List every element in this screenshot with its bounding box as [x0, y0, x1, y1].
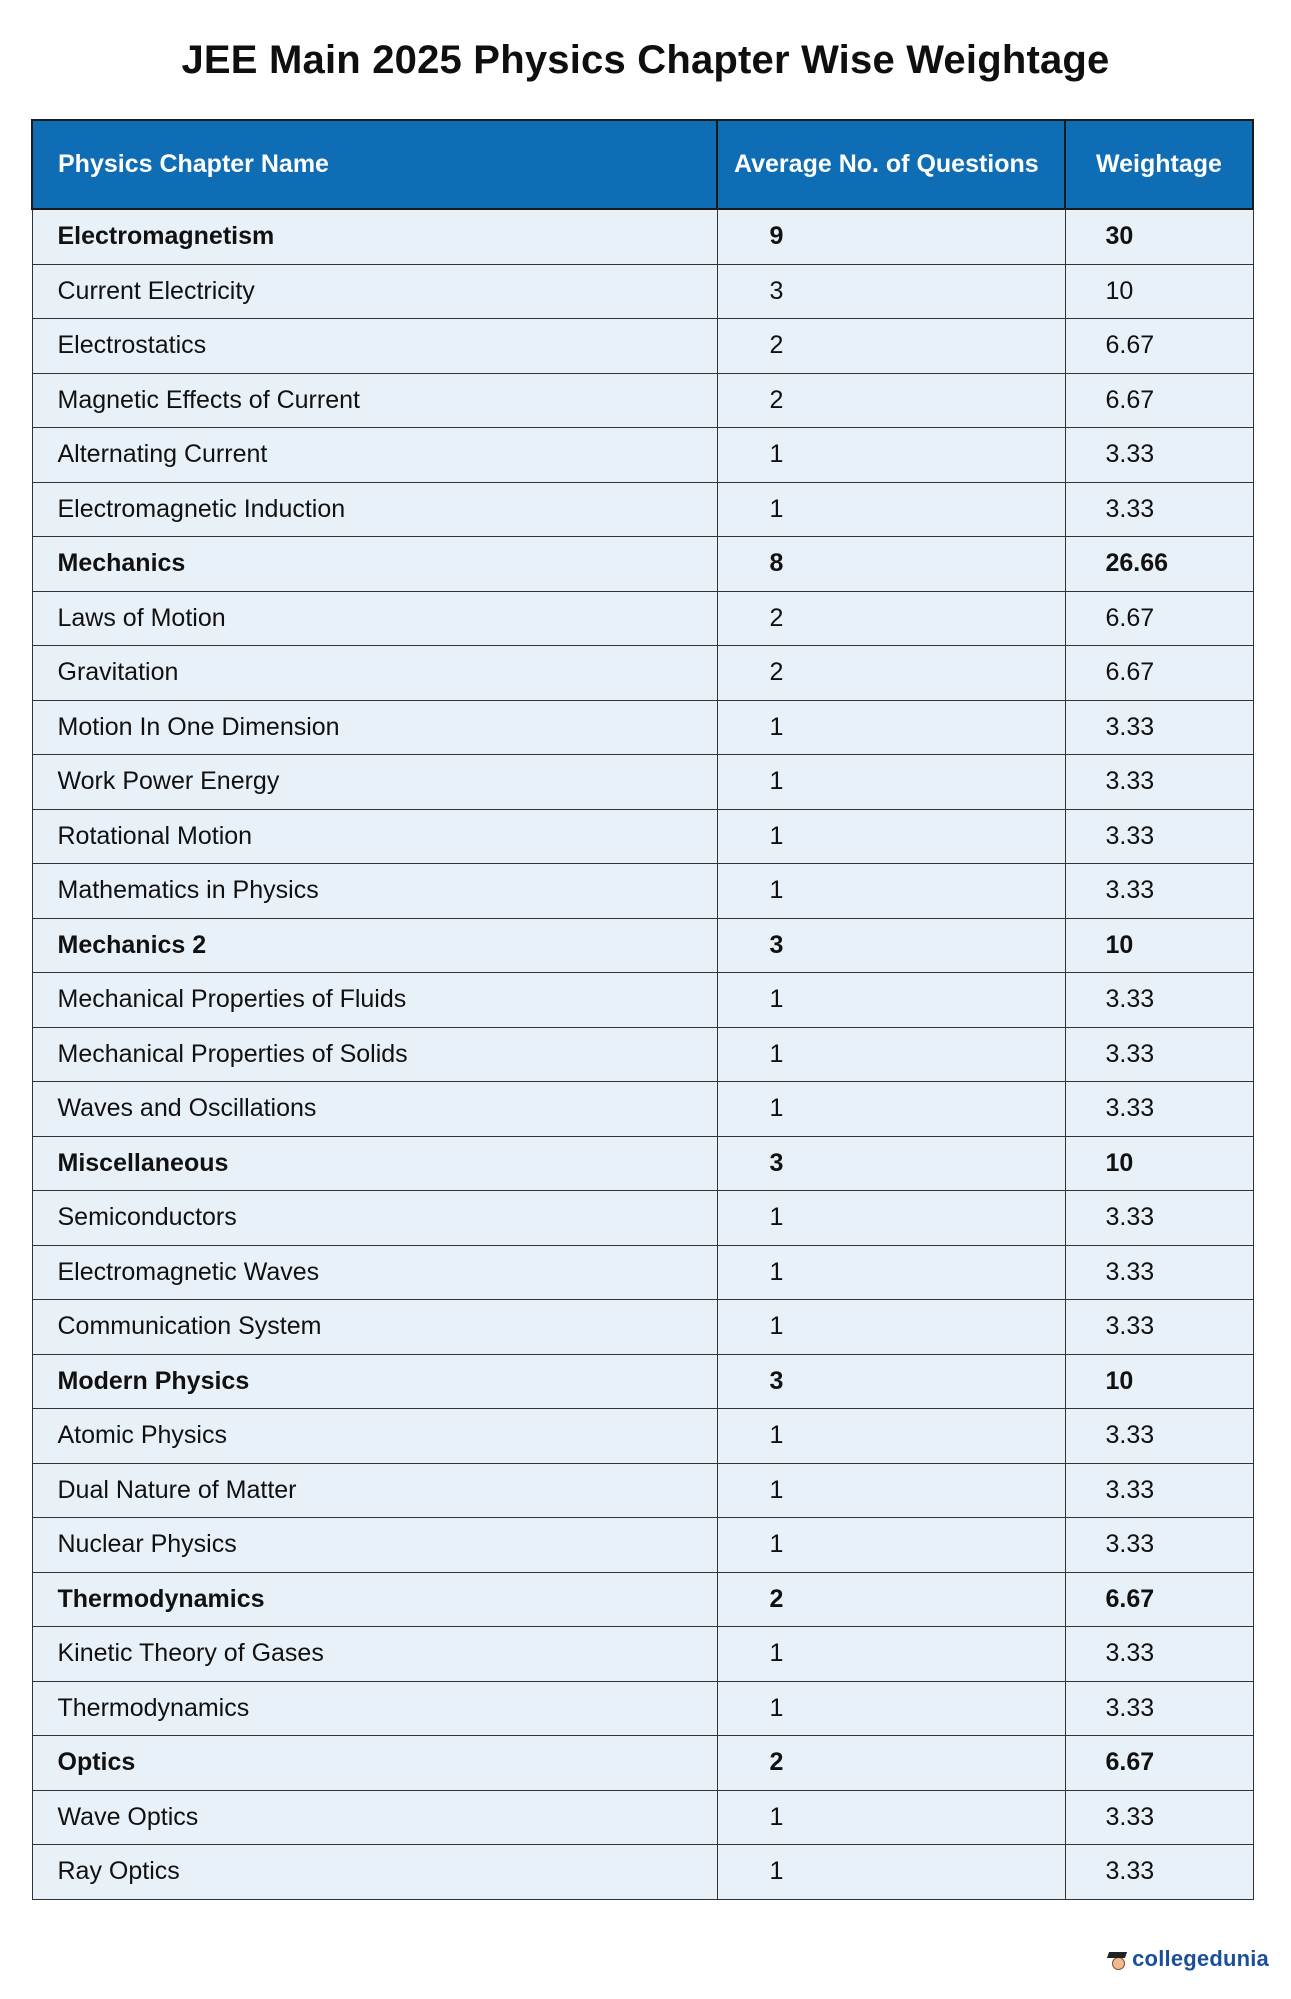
header-weightage: Weightage — [1065, 120, 1253, 209]
collegedunia-logo — [1108, 1944, 1269, 1974]
chapter-name: Wave Optics — [32, 1790, 717, 1845]
question-count: 3 — [717, 1136, 1065, 1191]
weightage-value: 3.33 — [1065, 973, 1253, 1028]
chapter-name: Alternating Current — [32, 428, 717, 483]
table-header-row — [32, 120, 1253, 209]
question-count: 2 — [717, 1736, 1065, 1791]
table-row — [32, 1136, 1253, 1191]
question-count: 1 — [717, 482, 1065, 537]
chapter-name: Mechanics 2 — [32, 918, 717, 973]
table-row — [32, 1845, 1253, 1900]
chapter-name: Motion In One Dimension — [32, 700, 717, 755]
weightage-value: 3.33 — [1065, 1627, 1253, 1682]
table-row — [32, 1463, 1253, 1518]
table-row — [32, 918, 1253, 973]
weightage-value: 30 — [1065, 209, 1253, 264]
table-row — [32, 1518, 1253, 1573]
question-count: 1 — [717, 755, 1065, 810]
chapter-name: Electromagnetic Waves — [32, 1245, 717, 1300]
question-count: 1 — [717, 1627, 1065, 1682]
question-count: 1 — [717, 1681, 1065, 1736]
weightage-value: 3.33 — [1065, 1518, 1253, 1573]
weightage-value: 6.67 — [1065, 1572, 1253, 1627]
graduate-cap-icon — [1108, 1950, 1126, 1968]
weightage-value: 6.67 — [1065, 373, 1253, 428]
table-row — [32, 591, 1253, 646]
question-count: 1 — [717, 700, 1065, 755]
table-row — [32, 482, 1253, 537]
table-row — [32, 1027, 1253, 1082]
question-count: 3 — [717, 1354, 1065, 1409]
chapter-name: Communication System — [32, 1300, 717, 1355]
question-count: 1 — [717, 1845, 1065, 1900]
question-count: 1 — [717, 1790, 1065, 1845]
table-row — [32, 319, 1253, 374]
weightage-value: 6.67 — [1065, 591, 1253, 646]
table-row — [32, 264, 1253, 319]
question-count: 2 — [717, 591, 1065, 646]
chapter-name: Ray Optics — [32, 1845, 717, 1900]
chapter-name: Waves and Oscillations — [32, 1082, 717, 1137]
question-count: 1 — [717, 1300, 1065, 1355]
weightage-value: 3.33 — [1065, 1300, 1253, 1355]
table-row — [32, 1300, 1253, 1355]
chapter-name: Miscellaneous — [32, 1136, 717, 1191]
question-count: 8 — [717, 537, 1065, 592]
table-row — [32, 428, 1253, 483]
table-row — [32, 700, 1253, 755]
chapter-name: Mechanical Properties of Solids — [32, 1027, 717, 1082]
chapter-name: Kinetic Theory of Gases — [32, 1627, 717, 1682]
weightage-value: 3.33 — [1065, 700, 1253, 755]
chapter-name: Thermodynamics — [32, 1681, 717, 1736]
table-row — [32, 1191, 1253, 1246]
chapter-name: Gravitation — [32, 646, 717, 701]
weightage-value: 3.33 — [1065, 1681, 1253, 1736]
table-row — [32, 1409, 1253, 1464]
table-row — [32, 1790, 1253, 1845]
table-row — [32, 209, 1253, 264]
weightage-value: 3.33 — [1065, 1845, 1253, 1900]
table-row — [32, 1681, 1253, 1736]
weightage-value: 6.67 — [1065, 1736, 1253, 1791]
question-count: 1 — [717, 864, 1065, 919]
weightage-value: 3.33 — [1065, 1790, 1253, 1845]
table-row — [32, 1245, 1253, 1300]
question-count: 9 — [717, 209, 1065, 264]
weightage-value: 10 — [1065, 1354, 1253, 1409]
chapter-name: Optics — [32, 1736, 717, 1791]
weightage-value: 3.33 — [1065, 428, 1253, 483]
chapter-name: Work Power Energy — [32, 755, 717, 810]
chapter-name: Electrostatics — [32, 319, 717, 374]
weightage-value: 6.67 — [1065, 319, 1253, 374]
weightage-value: 3.33 — [1065, 1191, 1253, 1246]
question-count: 1 — [717, 1409, 1065, 1464]
question-count: 1 — [717, 1245, 1065, 1300]
weightage-value: 3.33 — [1065, 809, 1253, 864]
weightage-value: 26.66 — [1065, 537, 1253, 592]
question-count: 2 — [717, 373, 1065, 428]
chapter-name: Electromagnetic Induction — [32, 482, 717, 537]
table-row — [32, 809, 1253, 864]
question-count: 3 — [717, 918, 1065, 973]
question-count: 1 — [717, 809, 1065, 864]
header-chapter-name: Physics Chapter Name — [32, 120, 717, 209]
question-count: 1 — [717, 973, 1065, 1028]
weightage-value: 6.67 — [1065, 646, 1253, 701]
table-row — [32, 1354, 1253, 1409]
table-row — [32, 1572, 1253, 1627]
weightage-value: 10 — [1065, 1136, 1253, 1191]
table-row — [32, 755, 1253, 810]
weightage-value: 3.33 — [1065, 864, 1253, 919]
question-count: 2 — [717, 646, 1065, 701]
table-row — [32, 864, 1253, 919]
chapter-name: Mathematics in Physics — [32, 864, 717, 919]
chapter-name: Magnetic Effects of Current — [32, 373, 717, 428]
question-count: 2 — [717, 319, 1065, 374]
chapter-name: Semiconductors — [32, 1191, 717, 1246]
weightage-value: 3.33 — [1065, 1027, 1253, 1082]
question-count: 1 — [717, 1518, 1065, 1573]
table-row — [32, 973, 1253, 1028]
question-count: 1 — [717, 1463, 1065, 1518]
weightage-value: 10 — [1065, 264, 1253, 319]
question-count: 1 — [717, 1082, 1065, 1137]
table-row — [32, 1082, 1253, 1137]
weightage-value: 10 — [1065, 918, 1253, 973]
table-row — [32, 1736, 1253, 1791]
question-count: 3 — [717, 264, 1065, 319]
question-count: 1 — [717, 428, 1065, 483]
table-row — [32, 537, 1253, 592]
chapter-name: Electromagnetism — [32, 209, 717, 264]
weightage-value: 3.33 — [1065, 482, 1253, 537]
chapter-name: Current Electricity — [32, 264, 717, 319]
chapter-name: Mechanical Properties of Fluids — [32, 973, 717, 1028]
weightage-value: 3.33 — [1065, 1409, 1253, 1464]
question-count: 1 — [717, 1027, 1065, 1082]
chapter-name: Laws of Motion — [32, 591, 717, 646]
weightage-value: 3.33 — [1065, 1463, 1253, 1518]
question-count: 2 — [717, 1572, 1065, 1627]
chapter-name: Atomic Physics — [32, 1409, 717, 1464]
chapter-name: Nuclear Physics — [32, 1518, 717, 1573]
logo-text: collegedunia — [1132, 1946, 1269, 1971]
chapter-name: Dual Nature of Matter — [32, 1463, 717, 1518]
table-row — [32, 1627, 1253, 1682]
question-count: 1 — [717, 1191, 1065, 1246]
table-row — [32, 646, 1253, 701]
table-row — [32, 373, 1253, 428]
chapter-name: Modern Physics — [32, 1354, 717, 1409]
chapter-name: Rotational Motion — [32, 809, 717, 864]
page-title: JEE Main 2025 Physics Chapter Wise Weightage — [181, 38, 1110, 82]
weightage-value: 3.33 — [1065, 755, 1253, 810]
header-average-questions: Average No. of Questions — [717, 120, 1065, 209]
weightage-value: 3.33 — [1065, 1245, 1253, 1300]
weightage-table — [31, 119, 1254, 1900]
weightage-value: 3.33 — [1065, 1082, 1253, 1137]
chapter-name: Mechanics — [32, 537, 717, 592]
chapter-name: Thermodynamics — [32, 1572, 717, 1627]
